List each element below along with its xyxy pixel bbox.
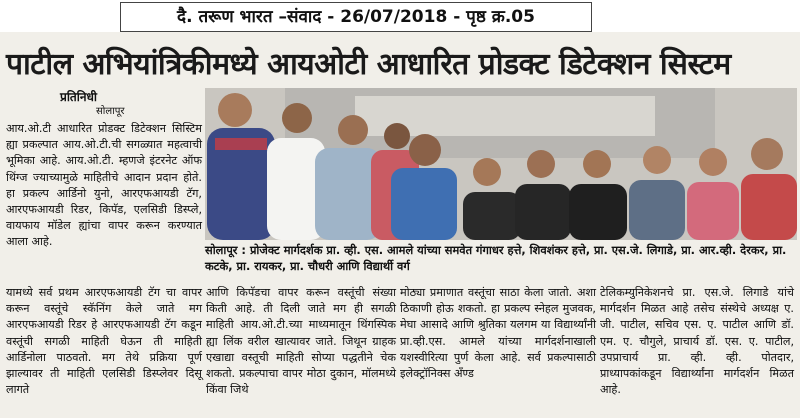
paragraph: मोठ्या प्रमाणात वस्तूंचा साठा केला जातो. अशा ठिकाणी होऊ शकतो. हा प्रकल्प स्नेहल मुजवक, मेघा आसादे आणि श्रुतिका यलगम या विद्यार्थ्यांनी प्रा.व्ही.एस. आमले यांच्या मार्गदर्शनाखाली यशस्वीरित्या पुर्ण केला आहे. सर्व प्रकल्पासाठी इलेक्ट्रॉनिक्स अँण्ड [400, 286, 596, 381]
photo-caption: सोलापूर : प्रोजेक्ट मार्गदर्शक प्रा. व्ही. एस. आमले यांच्या समवेत गंगाधर हत्ते, शिवशंकर हत्ते, प्रा. एस.जे. लिगाडे, प्रा. आर.व्ही. देरकर, प्रा. कटके, प्रा. रायकर, प्रा. चौधरी आणि विद्यार्थी वर्ग [205, 243, 787, 273]
paragraph: यामध्ये सर्व प्रथम आरएफआयडी टॅग चा वापर करून वस्तूंचे स्कॅनिंग केले जाते मग आरएफआयडी रिडर हे आरएफआयडी टॅग कडून वस्तूंची सगळी माहिती घेऊन ती माहिती आर्डिनोला पाठवतो. मग तेथे प्रक्रिया पूर्ण झाल्यावर ती माहिती एलसिडी डिस्प्लेवर दिसू लागते [6, 286, 202, 397]
paragraph: आय.ओ.टी आधारित प्रोडक्ट डिटेक्शन सिस्टिम ह्या प्रकल्पात आय.ओ.टी.ची सगळ्यात महत्वाची भूमिका आहे. आय.ओ.टी. म्हणजे इंटरनेट ऑफ थिंग्ज ज्याच्यामुळे माहितीचे आदान प्रदान होते. हा प्रकल्प आर्डिनो युनो, आरएफआयडी टॅग, आरएफआयडी रिडर, किपॅड, एलसिडी डिस्प्ले, वायफाय मॉडेल ह्यांचा वापर करून करण्यात आला आहे. [6, 122, 202, 249]
paragraph: टेलिकम्युनिकेशनचे प्रा. एस.जे. लिगाडे यांचे मार्गदर्शन मिळत आहे तसेच संस्थेचे अध्यक्ष ए. जी. पाटील, सचिव एस. ए. पाटील आणि डॉ. एम. ए. चौगुले, प्राचार्य डॉ. एस. ए. पाटील, उपप्राचार्य प्रा. व्ही. व्ही. पोतदार, प्राध्यापकांकडून विद्यार्थ्यांना मार्गदर्शन मिळत आहे. [600, 286, 794, 397]
article-column-1-bottom [6, 285, 202, 398]
group-photo-illustration [205, 88, 797, 240]
article-column-3 [400, 285, 596, 382]
headline: पाटील अभियांत्रिकीमध्ये आयओटी आधारित प्रोडक्ट डिटेक्शन सिस्टम [6, 47, 731, 82]
article-column-4 [600, 285, 794, 398]
byline: प्रतिनिधी [60, 90, 98, 104]
source-line: दै. तरूण भारत –संवाद - 26/07/2018 - पृष्ठ क्र.05 [120, 2, 592, 32]
paragraph: आणि किपॅडचा वापर करून वस्तूंची संख्या किती आहे. ती दिली जाते मग ही सगळी माहिती आय.ओ.टी.च्या माध्यमातून थिंगस्पिक ह्या लिंक वरील खात्यावर जाते. जिथून ग्राहक एखाद्या वस्तूची माहिती सोप्या पद्धतीने चेक शकतो. प्रकल्पाचा वापर मोठा दुकान, मॉलमध्ये किंवा जिथे [206, 286, 396, 397]
article-column-1-top [6, 121, 202, 251]
group-photo [205, 88, 797, 240]
article-column-2 [206, 285, 396, 398]
dateline-place: सोलापूर [96, 106, 125, 117]
